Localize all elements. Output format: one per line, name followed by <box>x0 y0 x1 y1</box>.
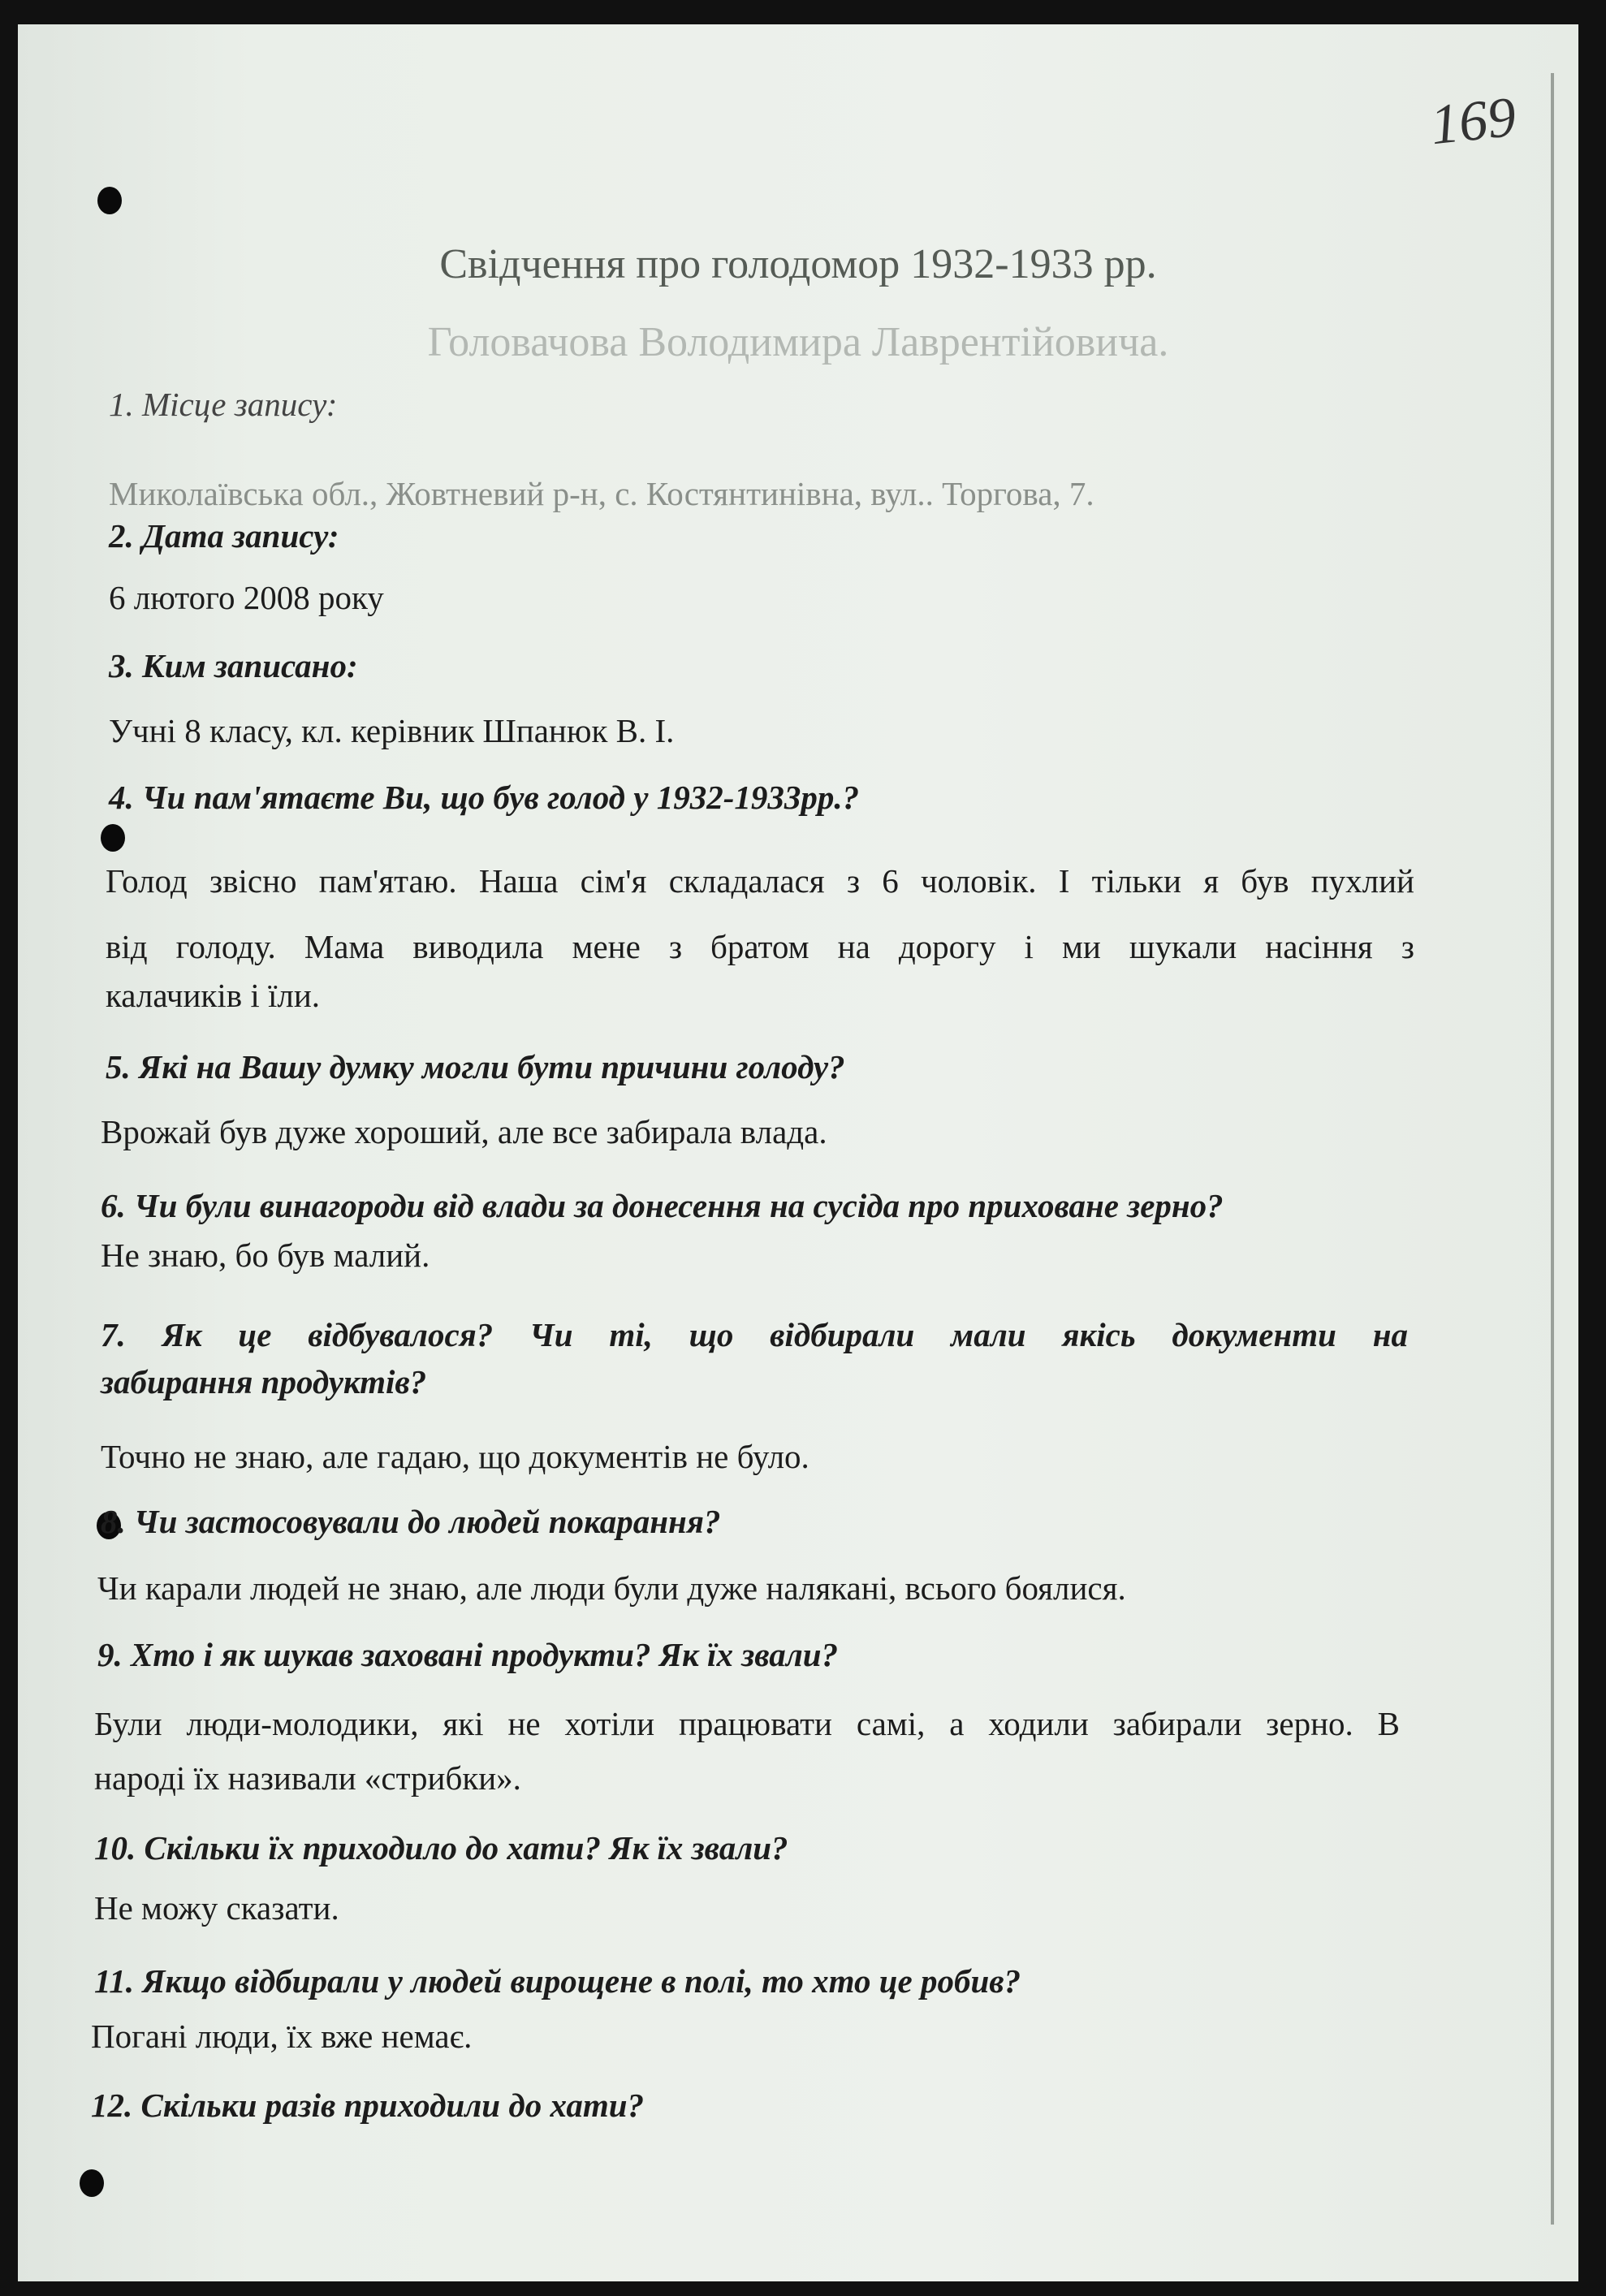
page-edge <box>1551 73 1554 2225</box>
punch-hole <box>80 2169 104 2197</box>
answer: Не знаю, бо був малий. <box>101 1236 430 1274</box>
question: 8. Чи застосовували до людей покарання? <box>101 1503 721 1540</box>
question: 3. Ким записано: <box>109 647 358 684</box>
answer: Голод звісно пам'ятаю. Наша сім'я складалася з 6 чоловік. І тільки я був пухлий <box>106 862 1414 900</box>
document-subtitle: Головачова Володимира Лаврентійовича. <box>427 319 1169 365</box>
question: 7. Як це відбувалося? Чи ті, що відбирали мали якісь документи на <box>101 1316 1408 1353</box>
document-title: Свідчення про голодомор 1932-1933 рр. <box>439 241 1157 287</box>
question: 12. Скільки разів приходили до хати? <box>91 2087 645 2124</box>
question: 9. Хто і як шукав заховані продукти? Як їх звали? <box>97 1636 839 1673</box>
answer: від голоду. Мама виводила мене з братом на дорогу і ми шукали насіння з <box>106 928 1414 965</box>
question: 6. Чи були винагороди від влади за донесення на сусіда про приховане зерно? <box>101 1187 1224 1224</box>
answer: калачиків і їли. <box>106 977 321 1014</box>
question: 2. Дата запису: <box>109 517 339 555</box>
answer: Погані люди, їх вже немає. <box>91 2018 473 2055</box>
answer: Врожай був дуже хороший, але все забирала влада. <box>101 1113 827 1150</box>
answer: Чи карали людей не знаю, але люди були дуже налякані, всього боялися. <box>97 1569 1126 1607</box>
handwritten-page-number: 169 <box>1427 85 1519 158</box>
answer: Не можу сказати. <box>94 1889 339 1927</box>
answer: Миколаївська обл., Жовтневий р-н, с. Костянтинівна, вул.. Торгова, 7. <box>109 475 1094 512</box>
punch-hole <box>101 824 125 852</box>
question: 4. Чи пам'ятаєте Ви, що був голод у 1932-1933рр.? <box>109 779 860 816</box>
question: забирання продуктів? <box>101 1363 427 1400</box>
document-page <box>18 24 1578 2281</box>
answer: народі їх називали «стрибки». <box>94 1759 521 1797</box>
answer: Точно не знаю, але гадаю, що документів не було. <box>101 1438 809 1475</box>
answer: Учні 8 класу, кл. керівник Шпанюк В. І. <box>109 712 675 749</box>
question: 10. Скільки їх приходило до хати? Як їх звали? <box>94 1829 788 1867</box>
answer: 6 лютого 2008 року <box>109 579 384 616</box>
question: 1. Місце запису: <box>109 386 338 423</box>
answer: Були люди-молодики, які не хотіли працювати самі, а ходили забирали зерно. В <box>94 1705 1400 1742</box>
punch-hole <box>97 187 122 214</box>
question: 11. Якщо відбирали у людей вирощене в полі, то хто це робив? <box>94 1962 1021 2000</box>
question: 5. Які на Вашу думку могли бути причини голоду? <box>106 1048 845 1085</box>
